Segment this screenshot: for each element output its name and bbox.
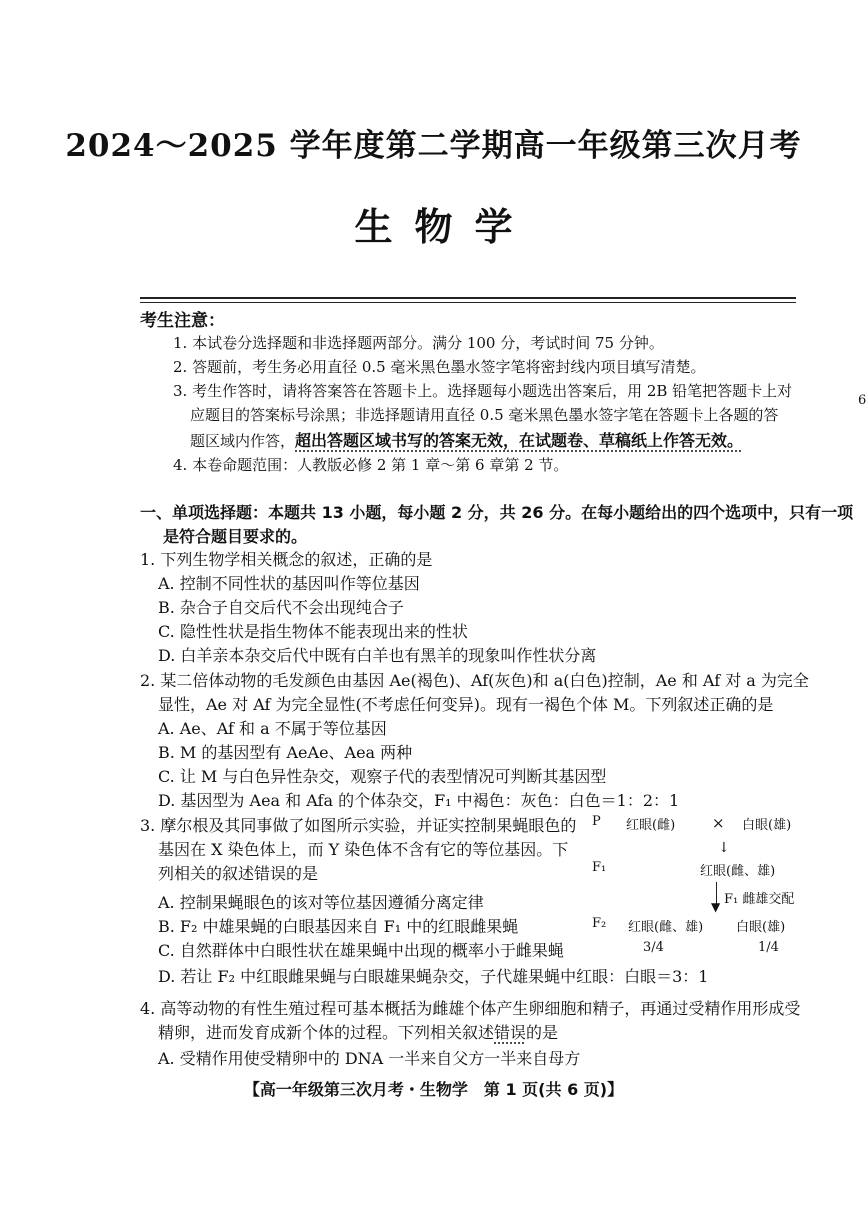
- diagram-cross: ×: [712, 814, 725, 832]
- header-rule-thick: [140, 297, 796, 299]
- diagram-f2-red-ratio: 3/4: [643, 940, 664, 955]
- q2-option-b: B. M 的基因型有 AeAe、Aea 两种: [158, 743, 413, 762]
- notice-item-3c: [190, 428, 743, 451]
- page-footer: 【高一年级第三次月考・生物学 第 1 页(共 6 页)】: [243, 1080, 624, 1099]
- diagram-f2-label: F₂: [592, 916, 607, 931]
- q4-stem-2: [158, 1020, 558, 1043]
- diagram-p-male: 白眼(雄): [742, 818, 792, 833]
- q1-option-c: C. 隐性性状是指生物体不能表现出来的性状: [158, 622, 468, 641]
- arrow-down-icon: ↓: [718, 840, 730, 856]
- arrow-head-icon: ▼: [711, 900, 721, 914]
- notice-item-3b: 应题目的答案标号涂黑；非选择题请用直径 0.5 毫米黑色墨水签字笔在答题卡上各题的答: [190, 406, 779, 424]
- q2-option-a: A. Ae、Af 和 a 不属于等位基因: [158, 719, 387, 738]
- diagram-p-female: 红眼(雌): [626, 818, 676, 833]
- q4-option-a: A. 受精作用使受精卵中的 DNA 一半来自父方一半来自母方: [158, 1049, 581, 1068]
- q4-stem-2-emph: 错误: [494, 1023, 527, 1042]
- notice-item-4: 4. 本卷命题范围：人教版必修 2 第 1 章～第 6 章第 2 节。: [173, 456, 569, 474]
- q4-stem-2-post: 的是: [526, 1023, 559, 1042]
- notice-item-3c-text: 题区域内作答，: [190, 432, 296, 450]
- exam-title: 2024～2025 学年度第二学期高一年级第三次月考: [65, 128, 802, 164]
- q3-stem-2: 基因在 X 染色体上，而 Y 染色体不含有它的等位基因。下: [158, 840, 569, 859]
- notice-heading: 考生注意：: [140, 311, 225, 331]
- q2-option-d: D. 基因型为 Aea 和 Afa 的个体杂交，F₁ 中褐色：灰色：白色＝1：2：1: [158, 791, 680, 810]
- q1-option-d: D. 白羊亲本杂交后代中既有白羊也有黑羊的现象叫作性状分离: [158, 646, 597, 665]
- diagram-f2-white: 白眼(雄): [736, 920, 786, 935]
- section-heading: 一、单项选择题：本题共 13 小题，每小题 2 分，共 26 分。在每小题给出的四个选项中，只有一项: [140, 503, 854, 522]
- q1-option-a: A. 控制不同性状的基因叫作等位基因: [158, 574, 420, 593]
- q1-option-b: B. 杂合子自交后代不会出现纯合子: [158, 598, 404, 617]
- notice-item-1: 1. 本试卷分选择题和非选择题两部分。满分 100 分，考试时间 75 分钟。: [173, 334, 664, 352]
- q3-stem-3: 列相关的叙述错误的是: [158, 864, 319, 883]
- edge-mark: 6: [858, 393, 867, 408]
- q3-stem-1: 3. 摩尔根及其同事做了如图所示实验，并证实控制果蝇眼色的: [140, 816, 577, 835]
- notice-item-3a: 3. 考生作答时，请将答案答在答题卡上。选择题每小题选出答案后，用 2B 铅笔把答题卡上对: [173, 382, 793, 400]
- diagram-f2-white-ratio: 1/4: [758, 940, 779, 955]
- diagram-f2-red: 红眼(雌、雄): [628, 920, 704, 935]
- q3-option-d: D. 若让 F₂ 中红眼雌果蝇与白眼雄果蝇杂交，子代雄果蝇中红眼：白眼＝3：1: [158, 967, 709, 986]
- q1-stem: 1. 下列生物学相关概念的叙述，正确的是: [140, 550, 433, 569]
- q2-stem-1: 2. 某二倍体动物的毛发颜色由基因 Ae(褐色)、Af(灰色)和 a(白色)控制，Ae 和 Af 对 a 为完全: [140, 671, 809, 690]
- subject-title: 生物学: [354, 204, 535, 249]
- q2-option-c: C. 让 M 与白色异性杂交，观察子代的表型情况可判断其基因型: [158, 767, 607, 786]
- q4-stem-2-pre: 精卵，进而发育成新个体的过程。下列相关叙述: [158, 1023, 495, 1042]
- diagram-f1-pheno: 红眼(雌、雄): [700, 864, 776, 879]
- diagram-p-label: P: [592, 814, 601, 829]
- header-rule-thin: [140, 302, 796, 303]
- q2-stem-2: 显性，Ae 对 Af 为完全显性(不考虑任何变异)。现有一褐色个体 M。下列叙述正确的是: [158, 695, 774, 714]
- diagram-f1-note: F₁ 雌雄交配: [724, 892, 795, 907]
- q3-option-a: A. 控制果蝇眼色的该对等位基因遵循分离定律: [158, 893, 484, 912]
- notice-emphasis: 超出答题区域书写的答案无效，在试题卷、草稿纸上作答无效。: [295, 431, 744, 450]
- q3-option-c: C. 自然群体中白眼性状在雄果蝇中出现的概率小于雌果蝇: [158, 941, 564, 960]
- section-heading-cont: 是符合题目要求的。: [163, 527, 308, 546]
- diagram-f1-label: F₁: [592, 860, 607, 875]
- q3-option-b: B. F₂ 中雄果蝇的白眼基因来自 F₁ 中的红眼雌果蝇: [158, 917, 519, 936]
- notice-item-2: 2. 答题前，考生务必用直径 0.5 毫米黑色墨水签字笔将密封线内项目填写清楚。: [173, 358, 706, 376]
- q4-stem-1: 4. 高等动物的有性生殖过程可基本概括为雌雄个体产生卵细胞和精子，再通过受精作用形成受: [140, 999, 801, 1018]
